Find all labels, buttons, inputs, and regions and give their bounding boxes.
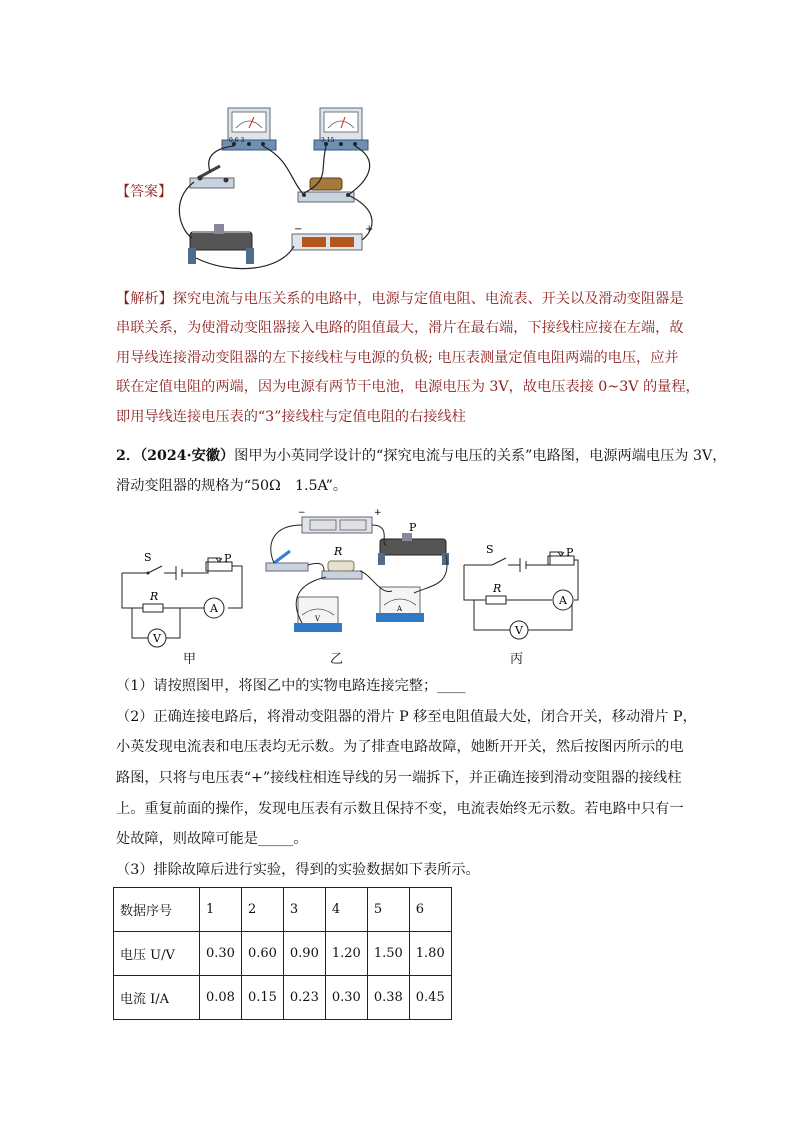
- table-cell: 0.15: [241, 976, 283, 1020]
- label-S-bing: S: [486, 543, 494, 556]
- question-line-2: 滑动变阻器的规格为“50Ω 1.5A”。: [116, 478, 348, 494]
- table-cell: 2: [241, 888, 283, 932]
- table-cell: 0.45: [409, 976, 451, 1020]
- svg-text:−: −: [294, 224, 303, 235]
- sub-question-3: （3）排除故障后进行实验，得到的实验数据如下表所示。: [116, 862, 480, 878]
- rheostat-top: [188, 224, 254, 264]
- circuit-diagram-bing: [460, 540, 590, 645]
- sub-question-1: （1）请按照图甲，将图乙中的实物电路连接完整；____: [116, 678, 466, 694]
- label-A-jia: A: [210, 602, 218, 615]
- caption-bing: 丙: [510, 652, 524, 667]
- switch-top: [190, 166, 234, 188]
- table-cell: 电压 U/V: [114, 932, 200, 976]
- circuit-diagram-jia: [118, 548, 248, 648]
- sub-question-2-line-3: 路图，只将与电压表“+”接线柱相连导线的另一端拆下，并正确连接到滑动变阻器的接线柱: [116, 770, 682, 786]
- sub-question-2-line-5: 处故障，则故障可能是_____。: [116, 831, 308, 847]
- data-table: [113, 887, 452, 1020]
- label-P-yi: P: [409, 521, 417, 534]
- svg-text:−: −: [298, 508, 306, 518]
- table-row: [114, 888, 452, 932]
- caption-yi: 乙: [330, 652, 344, 667]
- table-cell: 0.38: [367, 976, 409, 1020]
- svg-text:+: +: [365, 224, 374, 235]
- table-cell: 1.20: [325, 932, 367, 976]
- table-cell: 0.08: [200, 976, 242, 1020]
- table-cell: 5: [367, 888, 409, 932]
- label-R-bing: R: [493, 582, 502, 595]
- label-A-bing: A: [559, 594, 567, 607]
- table-row: [114, 976, 452, 1020]
- question-line-1: 2．（2024·安徽）图甲为小英同学设计的“探究电流与电压的关系”电路图，电源两端电压为 3V，: [116, 448, 727, 464]
- table-cell: 0.30: [200, 932, 242, 976]
- label-R-jia: R: [150, 590, 159, 603]
- battery-top: [292, 224, 373, 250]
- fixed-resistor-top: [298, 178, 354, 202]
- svg-text:+: +: [374, 508, 382, 518]
- label-A-yi: A: [397, 605, 403, 613]
- caption-jia: 甲: [183, 652, 197, 667]
- analysis-line-3: 用导线连接滑动变阻器的左下接线柱与电源的负极; 电压表测量定值电阻两端的电压，应并: [116, 350, 679, 366]
- sub-question-2-line-4: 上。重复前面的操作，发现电压表有示数且保持不变，电流表始终无示数。若电路中只有一: [116, 801, 684, 817]
- label-V-jia: V: [153, 632, 161, 645]
- physical-circuit-yi: [262, 505, 462, 645]
- label-R-yi: R: [334, 545, 343, 558]
- analysis-line-5: 即用导线连接电压表的“3”接线柱与定值电阻的右接线柱: [116, 409, 466, 425]
- table-cell: 数据序号: [114, 888, 200, 932]
- table-cell: 0.30: [325, 976, 367, 1020]
- label-S-jia: S: [144, 551, 152, 564]
- table-cell: 电流 I/A: [114, 976, 200, 1020]
- label-P-jia: P: [224, 552, 232, 565]
- sub-question-2-line-1: （2）正确连接电路后，将滑动变阻器的滑片 P 移至电阻值最大处，闭合开关，移动滑片 P，: [116, 709, 697, 725]
- label-V-bing: V: [515, 624, 523, 637]
- table-cell: 6: [409, 888, 451, 932]
- ammeter-scale-label: 0.6 3: [229, 137, 245, 144]
- table-cell: 1.50: [367, 932, 409, 976]
- table-cell: 0.90: [283, 932, 325, 976]
- answer-circuit-figure: [170, 100, 400, 275]
- sub-question-2-line-2: 小英发现电流表和电压表均无示数。为了排查电路故障，她断开开关，然后按图丙所示的电: [116, 739, 684, 755]
- label-V-yi: V: [315, 615, 321, 623]
- voltmeter-scale-label: 3 15: [321, 137, 335, 144]
- table-cell: 3: [283, 888, 325, 932]
- answer-label: 【答案】: [116, 184, 172, 200]
- analysis-line-1: 【解析】探究电流与电压关系的电路中，电源与定值电阻、电流表、开关以及滑动变阻器是: [116, 291, 684, 307]
- table-cell: 0.60: [241, 932, 283, 976]
- label-P-bing: P: [566, 546, 574, 559]
- analysis-line-2: 串联关系，为使滑动变阻器接入电路的阻值最大，滑片在最右端，下接线柱应接在左端，故: [116, 320, 684, 336]
- table-cell: 0.23: [283, 976, 325, 1020]
- table-cell: 1.80: [409, 932, 451, 976]
- analysis-line-4: 联在定值电阻的两端，因为电源有两节干电池，电源电压为 3V，故电压表接 0~3V 的量程，: [116, 379, 700, 395]
- table-cell: 1: [200, 888, 242, 932]
- table-row: [114, 932, 452, 976]
- table-cell: 4: [325, 888, 367, 932]
